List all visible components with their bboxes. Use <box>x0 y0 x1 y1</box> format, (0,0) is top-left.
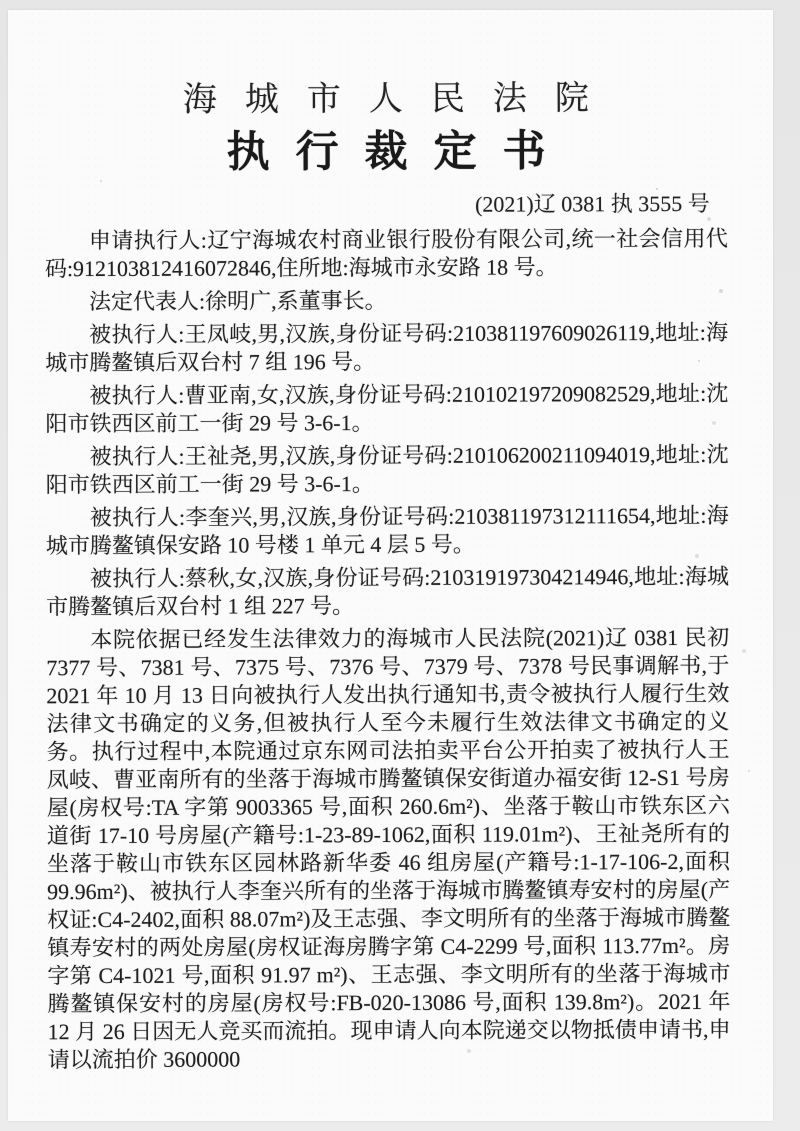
court-name: 海城市人民法院 <box>182 80 617 119</box>
paragraph-respondent-5: 被执行人:蔡秋,女,汉族,身份证号码:210319197304214946,地址:海城市腾鳌镇后双台村 1 组 227 号。 <box>46 563 730 620</box>
document-page <box>8 10 773 1121</box>
case-number: (2021)辽 0381 执 3555 号 <box>474 190 710 217</box>
paragraph-respondent-1: 被执行人:王凤岐,男,汉族,身份证号码:210381197609026119,地址:海城市腾鳌镇后双台村 7 组 196 号。 <box>45 319 729 376</box>
document-content <box>44 81 730 1074</box>
paragraph-applicant: 申请执行人:辽宁海城农村商业银行股份有限公司,统一社会信用代码:912103812416072846,住所地:海城市永安路 18 号。 <box>44 225 728 282</box>
paragraph-respondent-2: 被执行人:曹亚南,女,汉族,身份证号码:210102197209082529,地址:沈阳市铁西区前工一街 29 号 3-6-1。 <box>45 380 729 437</box>
paragraph-respondent-4: 被执行人:李奎兴,男,汉族,身份证号码:210381197312111654,地址:海城市腾鳌镇保安路 10 号楼 1 单元 4 层 5 号。 <box>45 502 729 559</box>
paragraph-respondent-3: 被执行人:王祉尧,男,汉族,身份证号码:210106200211094019,地址:沈阳市铁西区前工一街 29 号 3-6-1。 <box>45 441 729 498</box>
document-title: 执行裁定书 <box>226 128 572 177</box>
document-body <box>45 225 731 1074</box>
paragraph-ruling-body: 本院依据已经发生法律效力的海城市人民法院(2021)辽 0381 民初 7377 号、7381 号、7375 号、7376 号、7379 号、7378 号民事调解书,于 2021 年 10 月 13 日向被执行人发出执行通知书,责令被执行人履行生效法律文书确定的义务,但被执行人至今未履行生效法律文书确定的义务。执行过程中,本院通过京东网司法拍卖平台公开拍卖了被执行人王凤岐、曹亚南所有的坐落于海城市腾鳌镇保安街道办福安街 12-S1 号房屋(房权号:TA 字第 9003365 号,面积 260.6m²)、坐落于鞍山市铁东区六道街 17-10 号房屋(产籍号:1-23-89-1062,面积 119.01m²)、王祉尧所有的坐落于鞍山市铁东区园林路新华委 46 组房屋(产籍号:1-17-106-2,面积 99.96m²)、被执行人李奎兴所有的坐落于海城市腾鳌镇寿安村的房屋(产权证:C4-2402,面积 88.07m²)及王志强、李文明所有的坐落于海城市腾鳌镇寿安村的两处房屋(房权证海房腾字第 C4-2299 号,面积 113.77m²。房字第 C4-1021 号,面积 91.97 m²)、王志强、李文明所有的坐落于海城市腾鳌镇保安村的房屋(房权号:FB-020-13086 号,面积 139.8m²)。2021 年 12 月 26 日因无人竞买而流拍。现申请人向本院递交以物抵债申请书,申请以流拍价 3600000 <box>46 624 731 1073</box>
paragraph-legal-representative: 法定代表人:徐明广,系董事长。 <box>88 288 387 315</box>
